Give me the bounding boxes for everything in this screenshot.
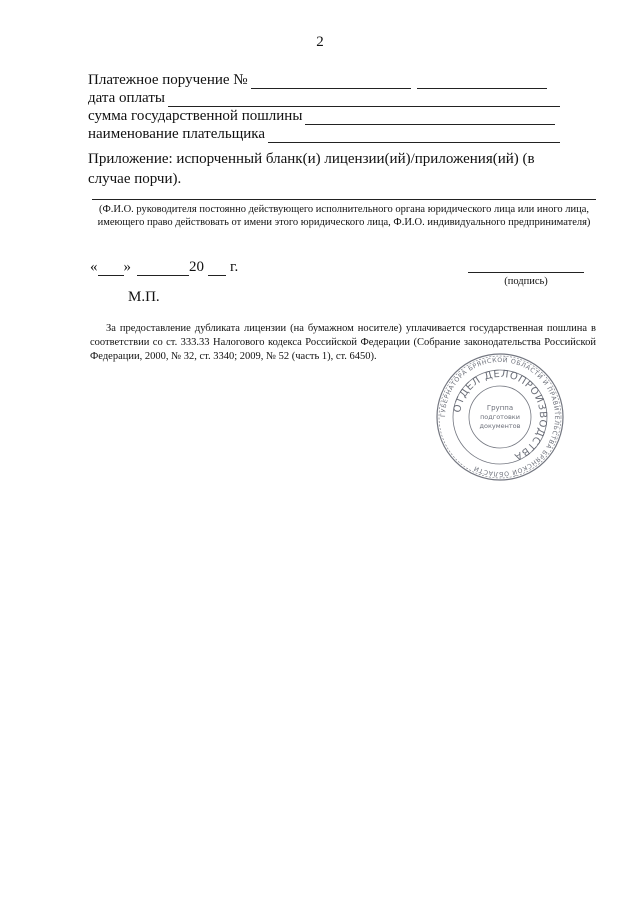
page-number: 2 xyxy=(316,34,324,50)
seal-label: М.П. xyxy=(128,289,160,305)
stamp-center-line1: Группа xyxy=(486,404,514,412)
payer-name-label: наименование плательщика xyxy=(88,126,266,142)
date-close-quote: » xyxy=(123,259,131,275)
payer-name-line[interactable] xyxy=(268,128,560,143)
payment-date-label: дата оплаты xyxy=(88,90,165,106)
attachment-text: Приложение: испорченный бланк(и) лицензии(ий)/приложения(ий) (в случае порчи). xyxy=(88,151,535,187)
date-line xyxy=(90,259,238,276)
date-year-prefix: 20 xyxy=(189,259,204,275)
payment-date-row xyxy=(88,89,560,107)
payer-name-row xyxy=(88,125,560,143)
date-year-suffix: г. xyxy=(230,259,239,275)
payment-date-line[interactable] xyxy=(168,92,560,107)
state-duty-note: За предоставление дубликата лицензии (на бумажном носителе) уплачивается государственная пошлина в соответствии со ст. 333.33 Налогового кодекса Российской Федерации (Собрание законодательства Российской Федерации, 2000, № 32, ст. 3340; 2009, № 52 (часть 1), ст. 6450). xyxy=(90,323,596,362)
payment-order-label: Платежное поручение № xyxy=(88,72,248,88)
fio-caption: (Ф.И.О. руководителя постоянно действующего исполнительного органа юридического лица или иного лица, имеющего право действовать от имени этого юридического лица, Ф.И.О. индивидуального предпринимателя) xyxy=(97,204,591,228)
stamp-department: ОТДЕЛ ДЕЛОПРОИЗВОДСТВА xyxy=(452,368,549,463)
fio-signature-line[interactable] xyxy=(92,199,596,200)
official-stamp xyxy=(434,351,566,483)
duty-amount-label: сумма государственной пошлины xyxy=(88,108,303,124)
date-open-quote: « xyxy=(90,259,98,275)
payment-order-row xyxy=(88,71,547,89)
date-year-blank[interactable] xyxy=(208,262,226,276)
duty-amount-row xyxy=(88,107,555,125)
payment-order-number-line[interactable] xyxy=(251,74,411,89)
signature-line[interactable] xyxy=(468,272,584,273)
signature-label: (подпись) xyxy=(504,276,548,287)
stamp-outer-text: ГУБЕРНАТОРА БРЯНСКОЙ ОБЛАСТИ И ПРАВИТЕЛЬСТВА БРЯНСКОЙ ОБЛАСТИ xyxy=(439,356,561,478)
date-day-blank[interactable] xyxy=(98,262,124,276)
payment-order-extra-line[interactable] xyxy=(417,74,547,89)
duty-amount-line[interactable] xyxy=(305,110,555,125)
date-month-blank[interactable] xyxy=(137,262,189,276)
stamp-center-line3: документов xyxy=(479,422,521,430)
stamp-center-line2: подготовки xyxy=(480,413,520,421)
